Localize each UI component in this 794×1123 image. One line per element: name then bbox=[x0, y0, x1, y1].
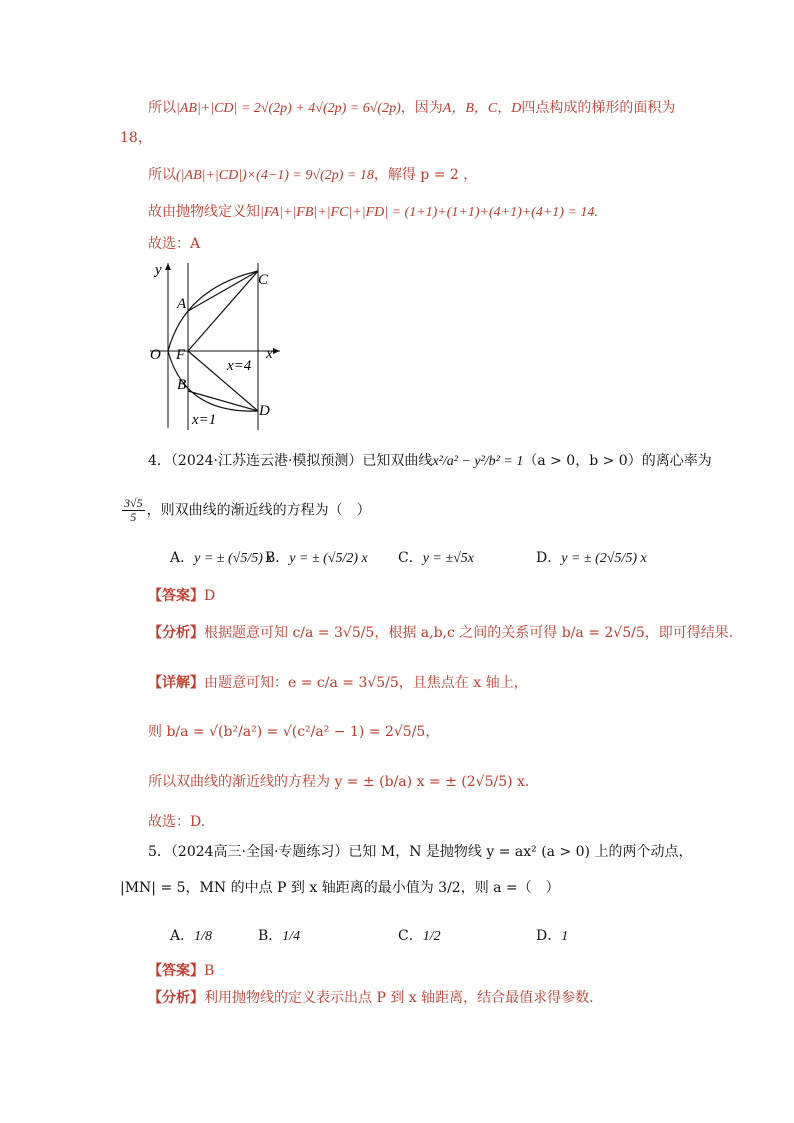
q4-answer: 【答案】D bbox=[148, 588, 216, 604]
q4-option-b[interactable]: B．y = ± (√5/2) x bbox=[265, 550, 368, 566]
q5-stem: 5．（2024高三·全国·专题练习）已知 M，N 是抛物线 y = ax² (a > 0) 上的两个动点， bbox=[148, 844, 693, 860]
label-D: D bbox=[259, 403, 270, 419]
q4-option-a[interactable]: A．y = ± (√5/5) x bbox=[170, 550, 273, 566]
q5-option-d[interactable]: D．1 bbox=[536, 928, 569, 944]
segment-AC bbox=[188, 271, 258, 311]
q4-option-c[interactable]: C．y = ±√5x bbox=[398, 550, 474, 566]
q5-stem-2: |MN| = 5，MN 的中点 P 到 x 轴距离的最小值为 3/2，则 a =（ ） bbox=[120, 880, 560, 896]
label-F: F bbox=[176, 347, 186, 363]
q4-option-d[interactable]: D．y = ± (2√5/5) x bbox=[536, 550, 647, 566]
y-axis-arrow bbox=[165, 263, 171, 270]
q4-detail-3: 所以双曲线的渐近线的方程为 y = ± (b/a) x = ± (2√5/5) x. bbox=[148, 774, 530, 790]
label-y: y bbox=[155, 262, 162, 278]
q4-detail-2: 则 b/a = √(b²/a²) = √(c²/a² − 1) = 2√5/5， bbox=[148, 724, 440, 740]
q5-option-a[interactable]: A．1/8 bbox=[170, 928, 213, 944]
x-axis-arrow bbox=[273, 348, 280, 354]
q4-stem-2: $\frac{3√5}{5}$ ，则双曲线的渐近线的方程为（ ） bbox=[124, 496, 371, 524]
q5-option-c[interactable]: C．1/2 bbox=[398, 928, 441, 944]
solution-line-1: 所以|AB|+|CD| = 2√(2p) + 4√(2p) = 6√(2p)，因为A，B，C，D四点构成的梯形的面积为 bbox=[148, 100, 676, 116]
label-x: x bbox=[266, 346, 273, 362]
label-C: C bbox=[258, 272, 269, 288]
q4-detail-4: 故选：D. bbox=[148, 814, 206, 830]
label-A: A bbox=[177, 296, 187, 312]
label-B: B bbox=[177, 377, 187, 393]
q5-analysis: 【分析】利用抛物线的定义表示出点 P 到 x 轴距离，结合最值求得参数. bbox=[148, 990, 594, 1006]
label-x4: x=4 bbox=[227, 358, 252, 374]
label-O: O bbox=[150, 347, 161, 363]
solution-line-2: 所以(|AB|+|CD|)×(4−1) = 9√(2p) = 18，解得 p = 2 ， bbox=[148, 167, 478, 183]
solution-line-1-cont: 18， bbox=[120, 130, 152, 146]
label-x1: x=1 bbox=[192, 412, 217, 428]
q4-stem: 4．（2024·江苏连云港·模拟预测）已知双曲线x²/a² − y²/b² = 1（a > 0，b > 0）的离心率为 bbox=[148, 453, 712, 469]
q5-option-b[interactable]: B．1/4 bbox=[258, 928, 301, 944]
parabola-figure bbox=[145, 258, 285, 433]
q4-detail-1: 【详解】由题意可知：e = c/a = 3√5/5，且焦点在 x 轴上， bbox=[148, 675, 528, 691]
answer-line: 故选：A bbox=[148, 236, 201, 252]
q5-answer: 【答案】B bbox=[148, 963, 215, 979]
q4-analysis: 【分析】根据题意可知 c/a = 3√5/5，根据 a,b,c 之间的关系可得 b/a = 2√5/5，即可得结果. bbox=[148, 625, 734, 641]
solution-line-3: 故由抛物线定义知|FA|+|FB|+|FC|+|FD| = (1+1)+(1+1)+(4+1)+(4+1) = 14. bbox=[148, 204, 598, 220]
